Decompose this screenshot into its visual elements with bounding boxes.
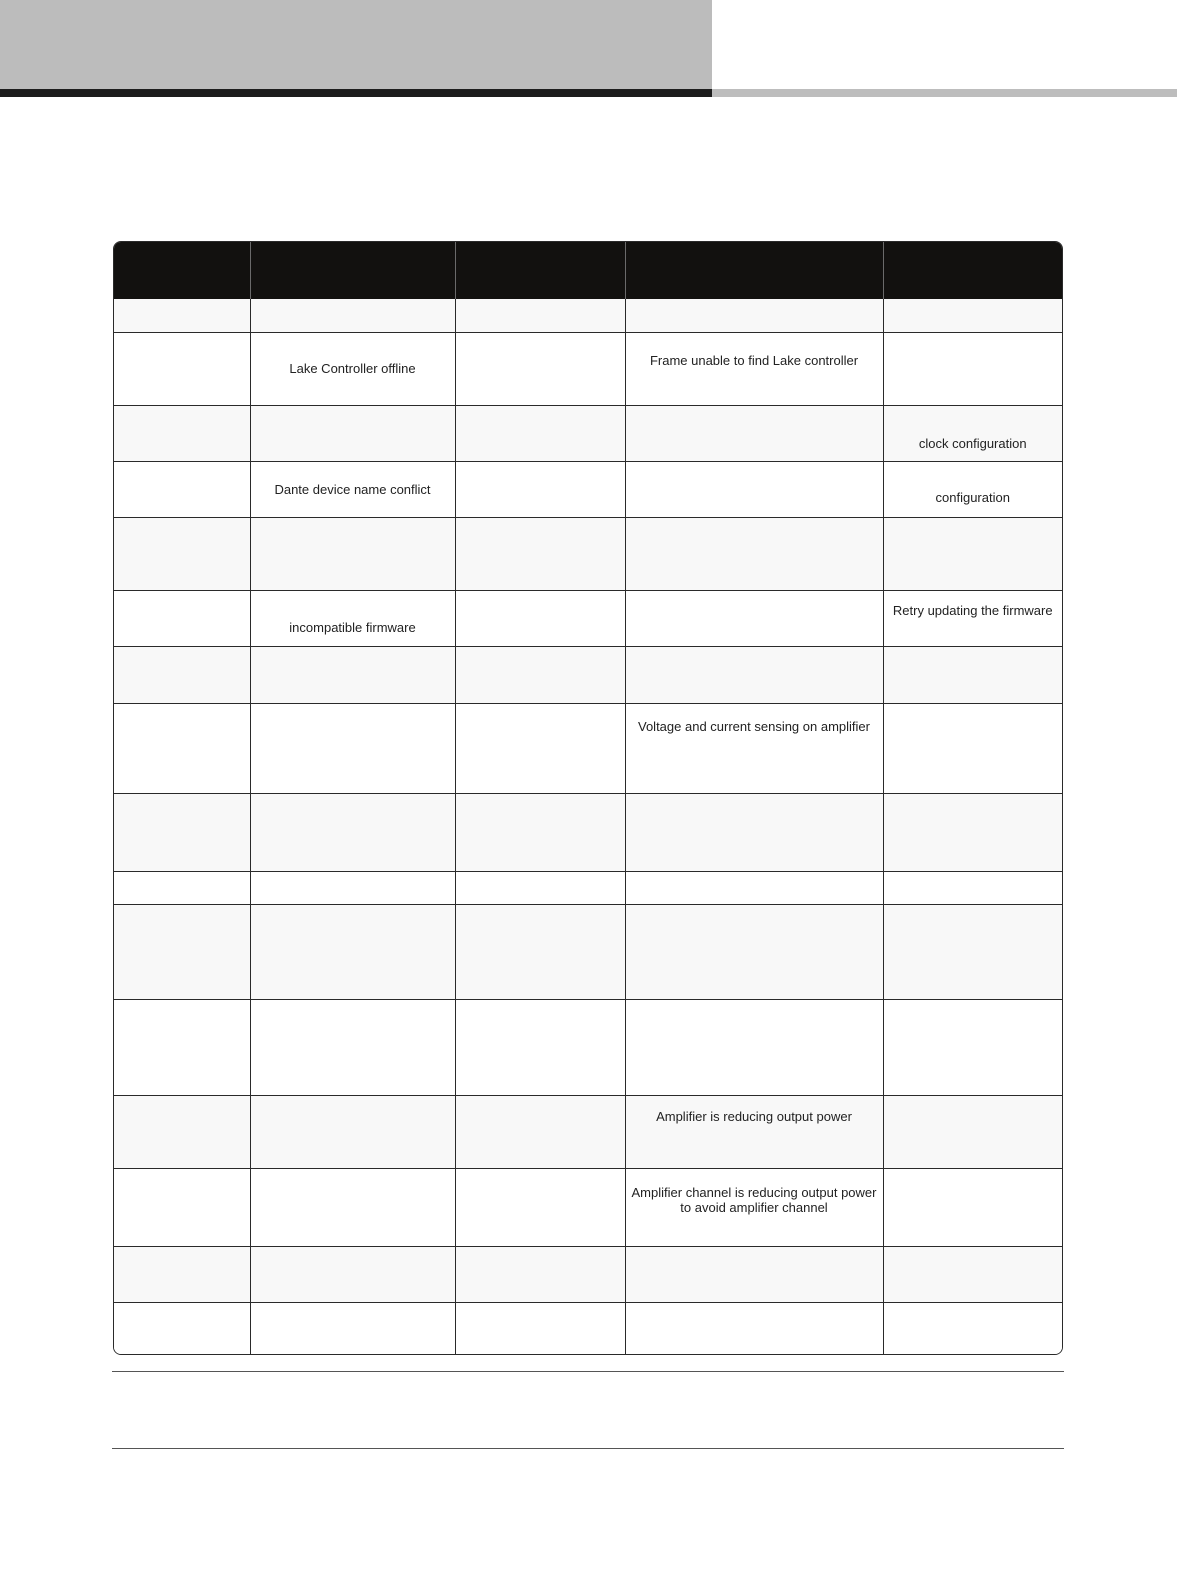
column-header (455, 242, 625, 299)
footer-rule-top (112, 1371, 1064, 1372)
table-cell (455, 646, 625, 703)
table-cell (114, 871, 250, 904)
table-cell (114, 999, 250, 1095)
table-cell (625, 1302, 883, 1355)
table-row (114, 999, 1062, 1095)
table-row (114, 405, 1062, 461)
table-row (114, 1168, 1062, 1246)
table-cell (250, 299, 455, 332)
table-row (114, 904, 1062, 999)
table-cell (625, 299, 883, 332)
table-cell (114, 1168, 250, 1246)
table-cell (883, 517, 1062, 590)
table-cell (114, 703, 250, 793)
table-cell (625, 999, 883, 1095)
table-cell (114, 405, 250, 461)
table-row (114, 1095, 1062, 1168)
header-gray-block (0, 0, 712, 89)
table-cell (883, 703, 1062, 793)
header-dark-rule (0, 89, 712, 97)
table-cell (455, 1095, 625, 1168)
footer-rule-bottom (112, 1448, 1064, 1449)
table-header (114, 242, 1062, 299)
table-cell (883, 904, 1062, 999)
table-cell (625, 517, 883, 590)
table-cell (625, 1246, 883, 1302)
table-cell (250, 904, 455, 999)
table-row (114, 590, 1062, 646)
table-row (114, 871, 1062, 904)
table-cell (114, 461, 250, 517)
table-cell (625, 793, 883, 871)
table-cell: Retry updating the firmware (883, 590, 1062, 646)
table-cell (114, 793, 250, 871)
table-cell (250, 1095, 455, 1168)
table-cell (883, 1168, 1062, 1246)
header-light-rule (712, 89, 1177, 97)
table-cell (250, 871, 455, 904)
table-cell (883, 793, 1062, 871)
table-cell (455, 299, 625, 332)
table-cell: Amplifier channel is reducing output power to avoid amplifier channel (625, 1168, 883, 1246)
table-cell (114, 1302, 250, 1355)
table-cell: Dante device name conflict (250, 461, 455, 517)
column-header (114, 242, 250, 299)
table-cell (883, 646, 1062, 703)
table-cell (114, 517, 250, 590)
table-row (114, 1246, 1062, 1302)
table-cell (455, 703, 625, 793)
table-cell (455, 1168, 625, 1246)
table-cell (883, 332, 1062, 405)
table-cell (625, 461, 883, 517)
table-row (114, 703, 1062, 793)
table-body (114, 299, 1062, 1355)
table-cell (250, 793, 455, 871)
table-cell (114, 904, 250, 999)
table-cell (455, 793, 625, 871)
table-cell (114, 332, 250, 405)
table-row (114, 332, 1062, 405)
table-row (114, 461, 1062, 517)
table-cell: Voltage and current sensing on amplifier (625, 703, 883, 793)
column-header (250, 242, 455, 299)
table-cell (114, 1246, 250, 1302)
table-cell (455, 405, 625, 461)
table-cell (883, 1246, 1062, 1302)
table-cell (625, 405, 883, 461)
table-cell (883, 999, 1062, 1095)
table-row (114, 299, 1062, 332)
table-cell (250, 405, 455, 461)
table-cell (250, 1168, 455, 1246)
table-cell (250, 703, 455, 793)
table-cell (250, 1246, 455, 1302)
table-cell (883, 1095, 1062, 1168)
table-cell: configuration (883, 461, 1062, 517)
table-cell (455, 871, 625, 904)
table-cell (883, 871, 1062, 904)
table-cell (114, 1095, 250, 1168)
table-cell: Lake Controller offline (250, 332, 455, 405)
status-table (113, 241, 1063, 1355)
table-cell (114, 299, 250, 332)
table-cell (114, 646, 250, 703)
table-cell: Frame unable to find Lake controller (625, 332, 883, 405)
table-cell (625, 590, 883, 646)
table-cell (455, 517, 625, 590)
table-cell (250, 646, 455, 703)
table-cell: clock configuration (883, 405, 1062, 461)
table-row (114, 517, 1062, 590)
table-cell (455, 332, 625, 405)
table-cell (625, 871, 883, 904)
status-table-grid (114, 242, 1062, 1355)
column-header (625, 242, 883, 299)
table-row (114, 646, 1062, 703)
table-cell (455, 1246, 625, 1302)
table-cell (883, 1302, 1062, 1355)
table-cell (625, 904, 883, 999)
table-cell (883, 299, 1062, 332)
table-cell (114, 590, 250, 646)
table-cell (455, 1302, 625, 1355)
table-cell (455, 590, 625, 646)
table-cell (250, 999, 455, 1095)
column-header (883, 242, 1062, 299)
table-cell (625, 646, 883, 703)
table-cell: Amplifier is reducing output power (625, 1095, 883, 1168)
table-cell (455, 461, 625, 517)
table-cell: incompatible firmware (250, 590, 455, 646)
table-row (114, 1302, 1062, 1355)
table-cell (250, 517, 455, 590)
table-cell (455, 904, 625, 999)
table-cell (455, 999, 625, 1095)
table-row (114, 793, 1062, 871)
table-cell (250, 1302, 455, 1355)
